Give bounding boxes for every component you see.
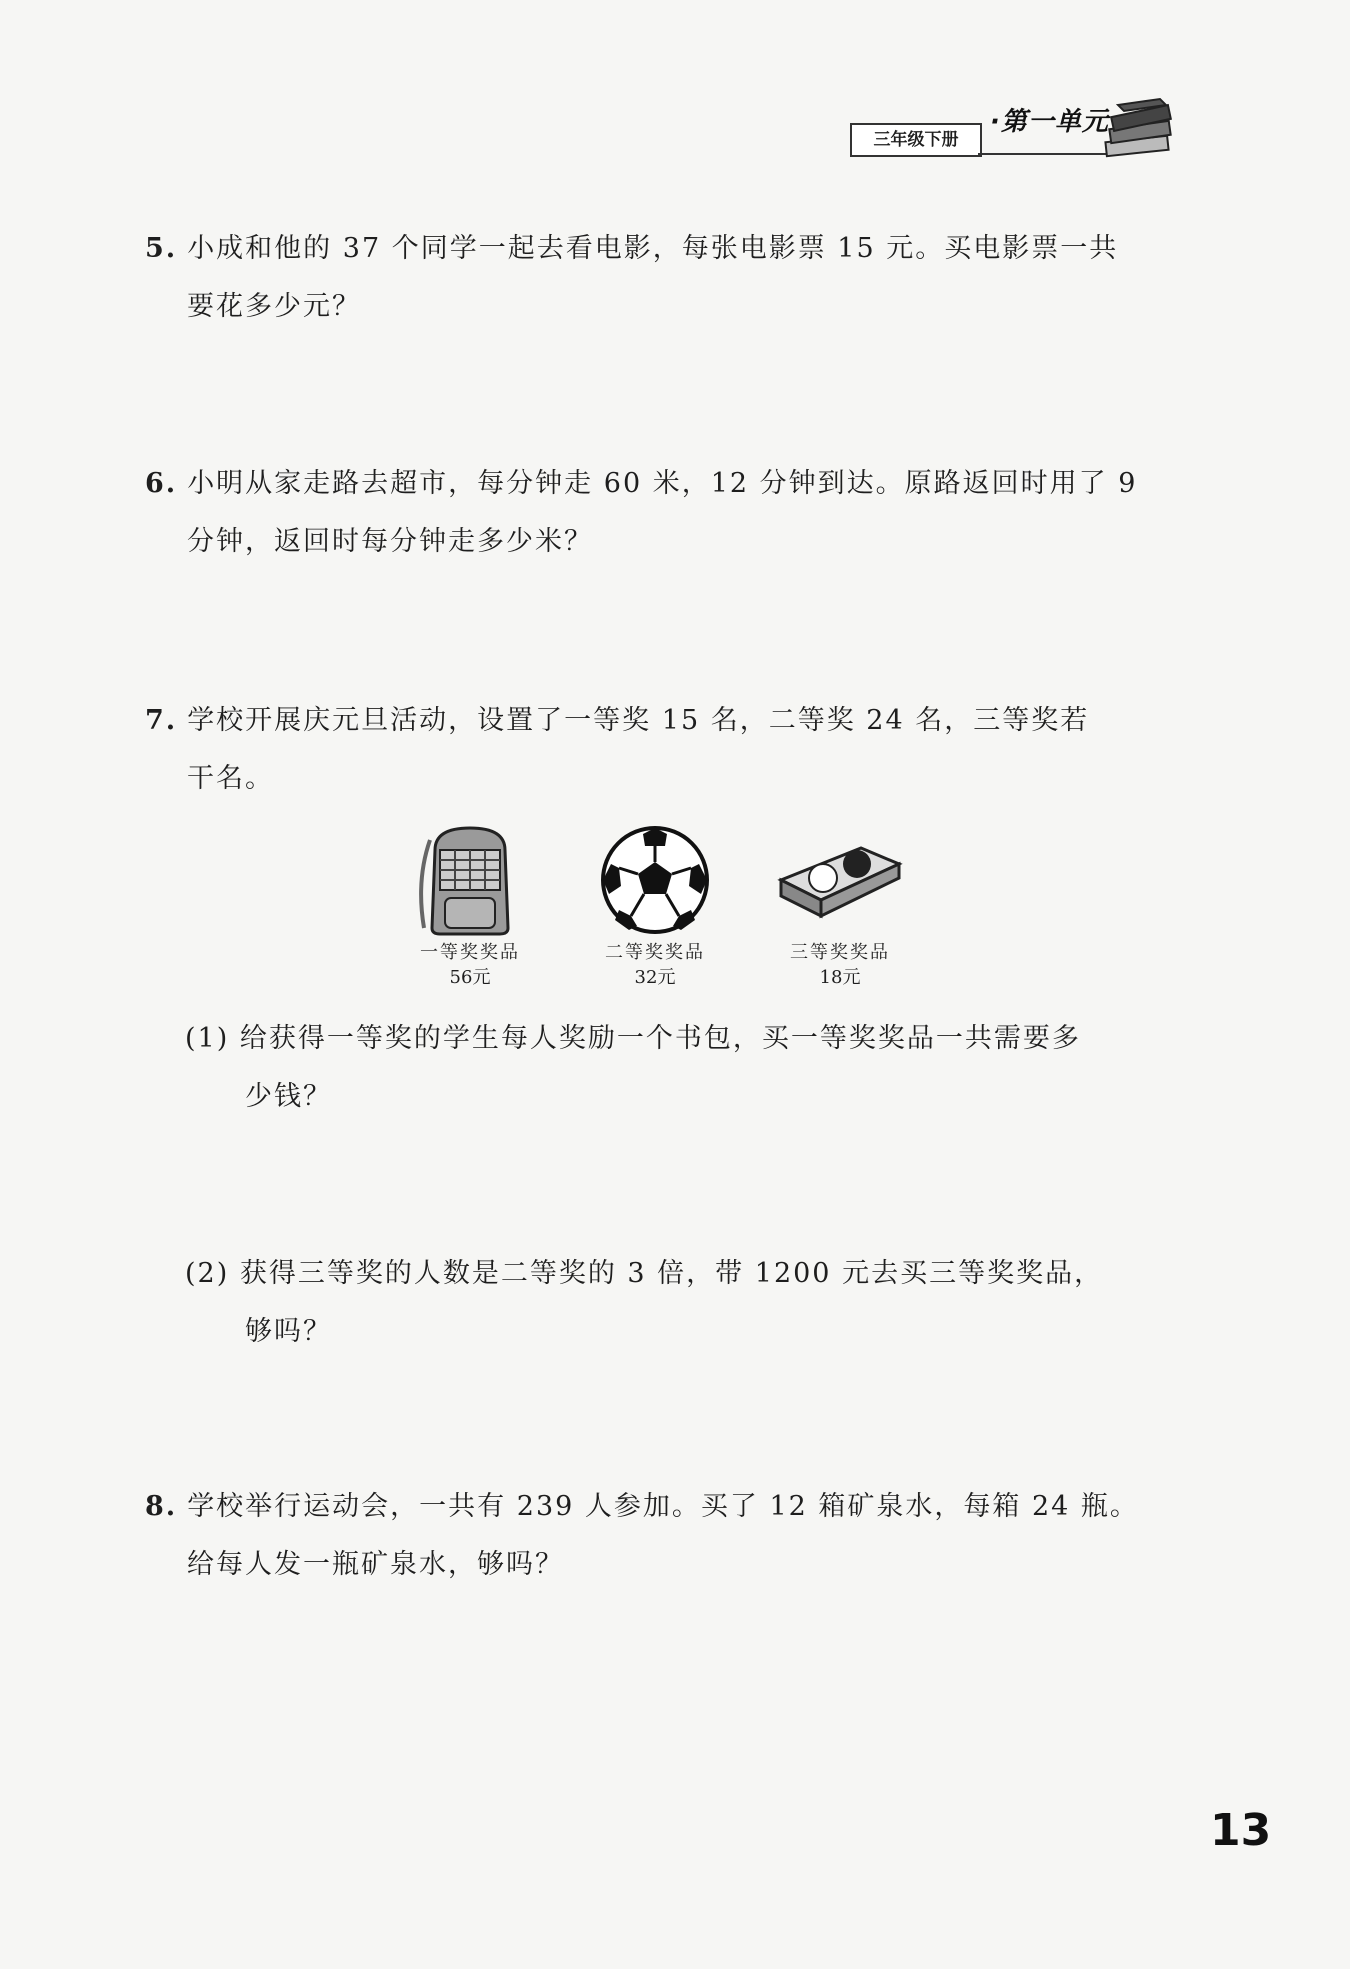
question-text-continued: 要花多少元？ bbox=[187, 291, 361, 322]
subquestion-number: (1) bbox=[185, 1023, 230, 1054]
prize-third bbox=[765, 820, 915, 990]
question-text: 小成和他的 37 个同学一起去看电影，每张电影票 15 元。买电影票一共 bbox=[187, 233, 1119, 264]
subquestion-text: 获得三等奖的人数是二等奖的 3 倍，带 1200 元去买三等奖奖品， bbox=[239, 1258, 1104, 1289]
page-header bbox=[850, 95, 1180, 165]
prize-second bbox=[580, 820, 730, 990]
subquestion-text: 给获得一等奖的学生每人奖励一个书包，买一等奖奖品一共需要多 bbox=[239, 1023, 1081, 1054]
pencil-box-icon bbox=[775, 820, 905, 940]
page-number: 13 bbox=[1210, 1805, 1272, 1856]
unit-title: ·第一单元 bbox=[990, 107, 1109, 137]
prize-price: 56元 bbox=[449, 967, 491, 988]
question-number: 7. bbox=[145, 705, 178, 736]
subquestion-2 bbox=[185, 1245, 1175, 1361]
question-text-continued: 干名。 bbox=[187, 763, 274, 794]
question-text: 小明从家走路去超市，每分钟走 60 米，12 分钟到达。原路返回时用了 9 bbox=[187, 468, 1138, 499]
books-icon bbox=[1100, 95, 1180, 165]
question-number: 6. bbox=[145, 468, 178, 499]
question-6 bbox=[145, 455, 1175, 571]
question-7 bbox=[145, 692, 1175, 808]
prize-first bbox=[395, 820, 545, 990]
question-text-continued: 给每人发一瓶矿泉水，够吗？ bbox=[187, 1549, 564, 1580]
prize-label: 二等奖奖品 bbox=[605, 942, 705, 963]
subquestion-text-continued: 少钱？ bbox=[245, 1081, 332, 1112]
subquestion-number: (2) bbox=[185, 1258, 230, 1289]
prize-illustrations bbox=[395, 820, 935, 1000]
grade-label: 三年级下册 bbox=[850, 123, 982, 157]
question-number: 8. bbox=[145, 1491, 178, 1522]
question-text: 学校举行运动会，一共有 239 人参加。买了 12 箱矿泉水，每箱 24 瓶。 bbox=[187, 1491, 1139, 1522]
backpack-icon bbox=[410, 820, 530, 940]
question-8 bbox=[145, 1478, 1175, 1594]
prize-label: 三等奖奖品 bbox=[790, 942, 890, 963]
subquestion-text-continued: 够吗？ bbox=[245, 1316, 332, 1347]
subquestion-1 bbox=[185, 1010, 1175, 1126]
prize-price: 18元 bbox=[819, 967, 861, 988]
soccer-ball-icon bbox=[595, 820, 715, 940]
prize-label: 一等奖奖品 bbox=[420, 942, 520, 963]
question-number: 5. bbox=[145, 233, 178, 264]
header-rule bbox=[978, 153, 1118, 155]
question-text: 学校开展庆元旦活动，设置了一等奖 15 名，二等奖 24 名，三等奖若 bbox=[187, 705, 1090, 736]
question-5 bbox=[145, 220, 1175, 336]
prize-price: 32元 bbox=[634, 967, 676, 988]
question-text-continued: 分钟，返回时每分钟走多少米？ bbox=[187, 526, 593, 557]
